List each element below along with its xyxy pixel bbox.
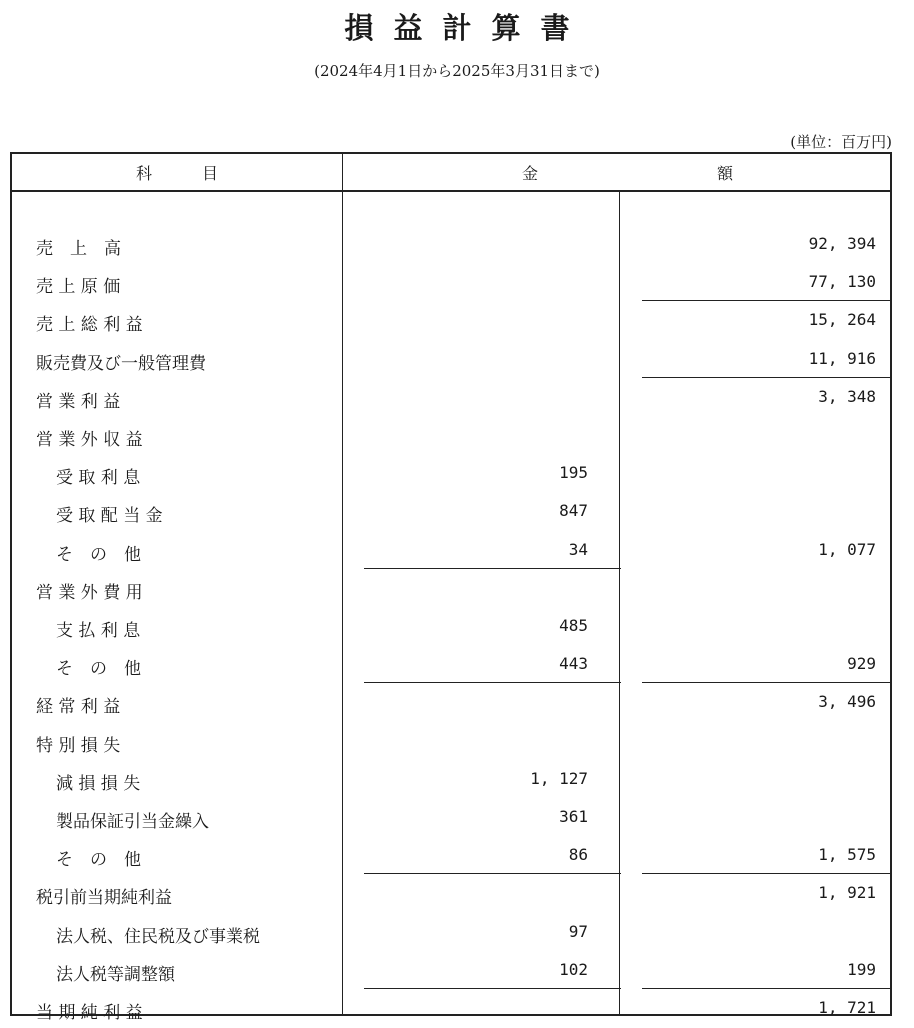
- statement-row: [12, 379, 890, 417]
- statement-row: [12, 493, 890, 531]
- row-subamount: 847: [559, 501, 588, 521]
- row-subamount: 34: [568, 539, 588, 559]
- row-label: 営 業 外 費 用: [36, 582, 143, 603]
- header-amount-left: 金: [522, 164, 539, 183]
- row-label: 営 業 利 益: [36, 391, 121, 412]
- statement-row: [12, 723, 890, 761]
- header-amount-right: 額: [717, 164, 734, 183]
- row-amount: 1, 921: [818, 883, 876, 903]
- row-subamount: 86: [568, 845, 588, 865]
- total-rule: [642, 873, 890, 874]
- total-rule: [642, 988, 890, 989]
- subtotal-rule: [364, 988, 621, 989]
- row-subamount: 97: [568, 921, 588, 941]
- row-subamount: 361: [559, 807, 588, 826]
- statement-row: [12, 952, 890, 990]
- row-amount: 77, 130: [808, 272, 876, 292]
- row-label: 税引前当期純利益: [36, 888, 172, 909]
- row-label: そ の 他: [56, 544, 141, 565]
- statement-row: [12, 761, 890, 799]
- row-label: 営 業 外 収 益: [36, 430, 143, 450]
- statement-row: [12, 875, 890, 913]
- subtotal-rule: [364, 873, 621, 874]
- row-amount: 92, 394: [808, 234, 876, 253]
- subtotal-rule: [364, 682, 621, 683]
- row-label: 製品保証引当金繰入: [56, 812, 209, 832]
- statement-row: [12, 341, 890, 379]
- row-subamount: 443: [559, 654, 588, 674]
- statement-row: [12, 608, 890, 646]
- row-amount: 11, 916: [808, 348, 876, 368]
- statement-row: [12, 684, 890, 722]
- row-amount: 1, 077: [818, 539, 876, 559]
- statement-row: [12, 417, 890, 455]
- row-label: 販売費及び一般管理費: [36, 353, 206, 374]
- row-label: 法人税、住民税及び事業税: [56, 926, 260, 947]
- statement-row: [12, 570, 890, 608]
- row-amount: 3, 348: [818, 386, 876, 406]
- statement-table: [10, 152, 892, 1023]
- total-rule: [642, 682, 890, 683]
- row-amount: 199: [847, 959, 876, 979]
- row-label: 特 別 損 失: [36, 735, 121, 756]
- statement-row: [12, 455, 890, 493]
- statement-row: [12, 914, 890, 952]
- statement-row: [12, 799, 890, 837]
- statement-row: [12, 532, 890, 570]
- row-label: そ の 他: [56, 850, 141, 871]
- statement-row: [12, 837, 890, 875]
- statement-row: [12, 226, 890, 264]
- row-label: 当 期 純 利 益: [36, 1003, 143, 1023]
- row-label: 受 取 利 息: [56, 468, 141, 489]
- statement-row: [12, 990, 890, 1028]
- subtotal-rule: [364, 568, 621, 569]
- row-subamount: 102: [559, 959, 588, 979]
- header-item: 科目: [135, 164, 268, 183]
- row-subamount: 195: [559, 463, 588, 483]
- row-label: 売 上 総 利 益: [36, 315, 143, 336]
- row-label: 法人税等調整額: [56, 964, 175, 985]
- statement-row: [12, 646, 890, 684]
- document-title: 損益計算書: [344, 11, 590, 45]
- row-label: 売 上 高: [36, 239, 121, 259]
- row-label: 受 取 配 当 金: [56, 506, 163, 527]
- row-subamount: 1, 127: [530, 768, 588, 788]
- statement-row: [12, 264, 890, 302]
- total-rule: [642, 377, 890, 378]
- row-amount: 15, 264: [808, 310, 876, 330]
- row-label: 経 常 利 益: [36, 697, 121, 718]
- row-subamount: 485: [559, 616, 588, 635]
- row-amount: 3, 496: [818, 692, 876, 712]
- row-label: 売 上 原 価: [36, 277, 121, 298]
- statement-row: [12, 302, 890, 340]
- row-label: そ の 他: [56, 659, 141, 680]
- fiscal-period: (2024年4月1日から2025年3月31日まで): [314, 62, 600, 80]
- row-amount: 929: [847, 654, 876, 674]
- unit-note: (単位：百万円): [790, 133, 892, 151]
- total-rule: [642, 300, 890, 301]
- row-amount: 1, 721: [818, 998, 876, 1017]
- row-label: 減 損 損 失: [56, 773, 141, 794]
- row-amount: 1, 575: [818, 845, 876, 865]
- row-label: 支 払 利 息: [56, 621, 141, 641]
- header-divider: [12, 190, 890, 192]
